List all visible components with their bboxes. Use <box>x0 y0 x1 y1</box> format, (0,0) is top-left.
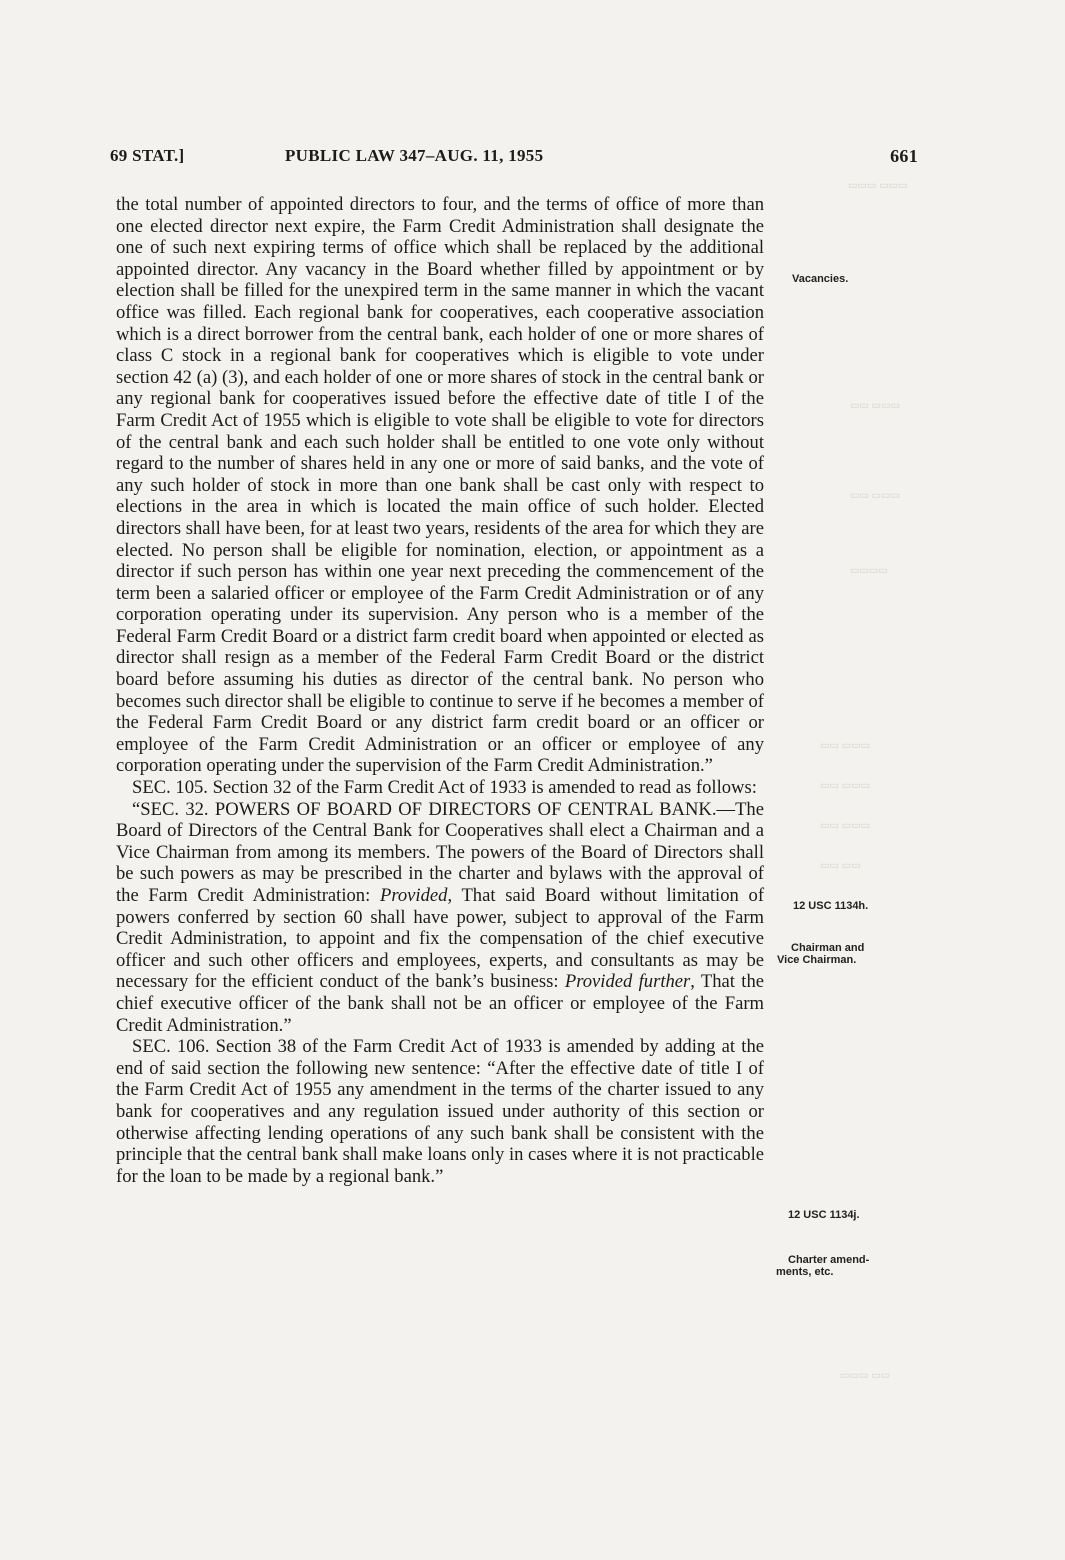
margin-note-chairman <box>777 942 864 966</box>
bleed-through-mark: ▭▭▭▭ <box>850 565 888 576</box>
text-segment: , That the chief executive officer of the bank shall not be an officer or employee of the Farm Credit Administration.” <box>116 971 764 1036</box>
law-title: PUBLIC LAW 347–AUG. 11, 1955 <box>285 146 544 165</box>
proviso-italic: Provided <box>379 885 448 906</box>
text-segment: The Board of Directors of the Central Bank for Cooperatives shall elect a Chairman and a Vice Chairman from among its members. The powers of the Board of Directors shall be such powers as may be prescribed in the charter and bylaws with the approval of the Farm Credit Administration: <box>116 798 764 906</box>
margin-note-charter <box>776 1254 869 1278</box>
bleed-through-mark: ▭▭ ▭▭▭ <box>820 780 871 791</box>
bleed-through-mark: ▭▭ ▭▭▭ <box>820 740 871 751</box>
text-segment: , That said Board without limitation of powers conferred by section 60 shall have power, subject to approval of the Farm Credit Administration, to appoint and fix the compensation of the chief executive officer and such other officers and employees, experts, and consultants as may be necessary for the efficient conduct of the bank’s business: <box>116 885 765 993</box>
bleed-through-mark: ▭▭ ▭▭▭ <box>820 820 871 831</box>
margin-note-line: ments, etc. <box>776 1266 834 1278</box>
bleed-through-mark: ▭▭▭ ▭▭ <box>840 1370 891 1381</box>
statute-volume: 69 STAT.] <box>110 146 185 165</box>
bleed-through-mark: ▭▭ ▭▭▭ <box>850 490 901 501</box>
margin-note-vacancies: Vacancies. <box>792 273 849 285</box>
bleed-through-mark: ▭▭▭ ▭▭▭ <box>848 180 908 191</box>
margin-note-usc-1134h: 12 USC 1134h. <box>793 900 869 912</box>
margin-note-line: Chairman and <box>791 942 865 954</box>
section-heading: “SEC. 32. POWERS OF BOARD OF DIRECTORS OF CENTRAL BANK.— <box>132 798 736 820</box>
bleed-through-mark: ▭▭ ▭▭ <box>820 860 861 871</box>
bleed-through-mark: ▭▭ ▭▭▭ <box>850 400 901 411</box>
paragraph-continued: the total number of appointed directors to four, and the terms of office of more than one elected director next expire, the Farm Credit Administration shall designate the one of such next expiring terms of office which shall be replaced by the additional appointed director. Any vacancy in the Board whether filled by appointment or by election shall be filled for the unexpired term in the same manner in which the vacant office was filled. Each regional bank for cooperatives, each cooperative association which is a direct borrower from the central bank, each holder of one or more shares of class C stock in a regional bank for cooperatives which is eligible to vote under section 42 (a) (3), and each holder of one or more shares of stock in the central bank or any regional bank for cooperatives issued before the effective date of title I of the Farm Credit Act of 1955 which is eligible to vote shall be eligible to vote for directors of the central bank and each such holder shall be entitled to one vote only without regard to the number of shares held in any one or more of said banks, and the vote of any such holder of stock in more than one bank shall be cast only with respect to elections in the area in which is located the main office of such holder. Elected directors shall have been, for at least two years, residents of the area for which they are elected. No person shall be eligible for nomination, election, or appointment as a director if such person has within one year next preceding the commencement of the term been a salaried officer or employee of the Farm Credit Administration or of any corporation operating under its supervision. Any person who is a member of the Federal Farm Credit Board or a district farm credit board when appointed or elected as director shall resign as a member of the Federal Farm Credit Board or the district board before assuming his duties as director of the central bank. No person who becomes such director shall be eligible to continue to serve if he becomes a member of the Federal Farm Credit Board or any district farm credit board or an officer or employee of the Farm Credit Administration or an officer or employee of any corporation operating under the supervision of the Farm Credit Administration.” <box>116 194 764 777</box>
paragraph-sec-106: SEC. 106. Section 38 of the Farm Credit Act of 1933 is amended by adding at the end of said section the following new sentence: “After the effective date of title I of the Farm Credit Act of 1955 any amendment in the terms of the charter issued to any bank for cooperatives and any regulation issued under authority of this section or otherwise affecting lending operations of any such bank shall be consistent with the principle that the central bank shall make loans only in cases where it is not practicable for the loan to be made by a regional bank.” <box>116 1036 764 1187</box>
margin-note-line: Charter amend- <box>788 1254 870 1266</box>
running-header <box>110 146 918 172</box>
proviso-italic: Provided further <box>564 971 691 993</box>
paragraph-sec-105: SEC. 105. Section 32 of the Farm Credit Act of 1933 is amended to read as follows: <box>132 777 757 799</box>
paragraph-sec-32 <box>116 799 764 1037</box>
page-number: 661 <box>890 146 918 166</box>
margin-note-usc-1134j: 12 USC 1134j. <box>788 1209 860 1221</box>
body-text <box>116 194 764 1187</box>
margin-note-line: Vice Chairman. <box>777 954 857 966</box>
